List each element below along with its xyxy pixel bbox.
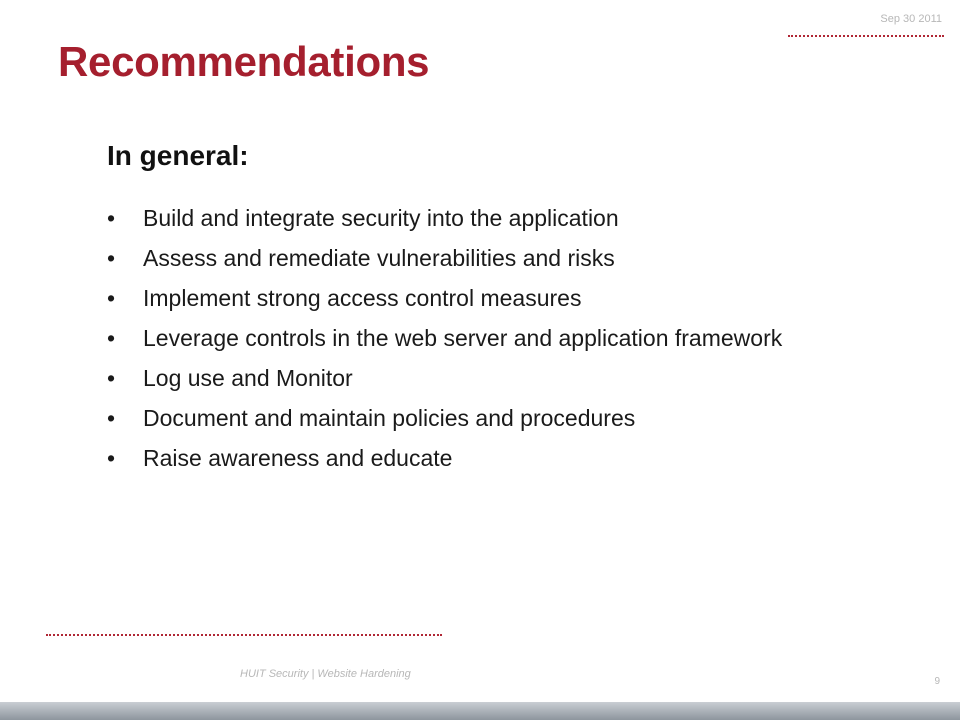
- bullet-text: Document and maintain policies and procedures: [143, 405, 636, 431]
- bullet-text: Log use and Monitor: [143, 365, 353, 391]
- bullet-item: [107, 244, 797, 272]
- date-label: Sep 30 2011: [880, 13, 942, 25]
- bullet-item: [107, 284, 797, 312]
- subheading: In general:: [107, 140, 249, 171]
- top-dotted-rule: [788, 35, 944, 37]
- bullet-item: [107, 364, 797, 392]
- bottom-dotted-rule: [46, 634, 442, 636]
- bullet-list: [107, 204, 797, 484]
- bullet-text: Raise awareness and educate: [143, 445, 453, 471]
- bullet-icon: •: [107, 445, 116, 471]
- bullet-text: Build and integrate security into the application: [143, 205, 619, 231]
- page-number: 9: [934, 676, 940, 687]
- bullet-item: [107, 404, 797, 432]
- bullet-item: [107, 324, 797, 352]
- bullet-text: Implement strong access control measures: [143, 285, 582, 311]
- bullet-icon: •: [107, 365, 116, 391]
- bullet-item: [107, 444, 797, 472]
- bullet-icon: •: [107, 325, 116, 351]
- bullet-text: Leverage controls in the web server and application framework: [143, 325, 783, 351]
- bullet-icon: •: [107, 405, 116, 431]
- bottom-band: [0, 702, 960, 720]
- slide-title: Recommendations: [58, 38, 430, 85]
- bullet-icon: •: [107, 245, 116, 271]
- bullet-item: [107, 204, 797, 232]
- footer-text: HUIT Security | Website Hardening: [240, 668, 411, 680]
- bullet-icon: •: [107, 285, 116, 311]
- bullet-icon: •: [107, 205, 116, 231]
- bullet-text: Assess and remediate vulnerabilities and risks: [143, 245, 615, 271]
